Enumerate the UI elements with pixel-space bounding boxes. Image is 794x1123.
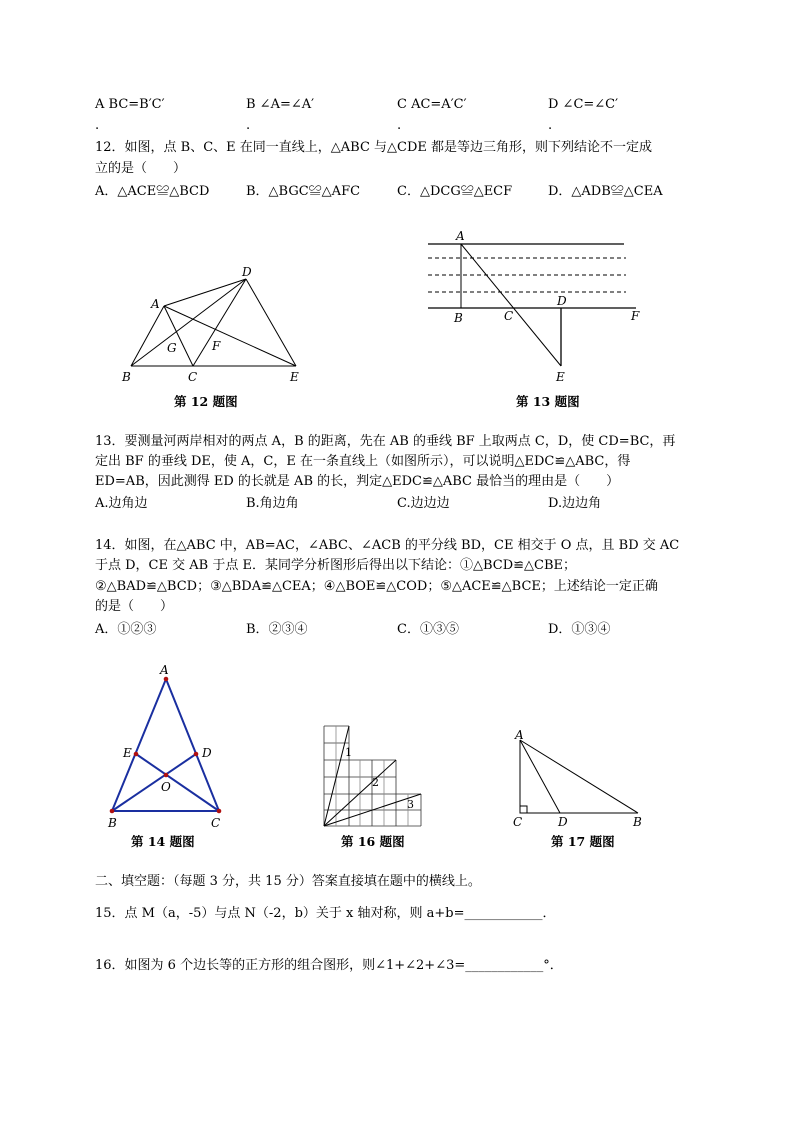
q11-option-d: D ∠C=∠C′ <box>548 97 619 112</box>
q16-text: 16．如图为 6 个边长等的正方形的组合图形，则∠1+∠2+∠3=____________°． <box>95 958 563 973</box>
q15-text: 15．点 M（a，-5）与点 N（-2，b）关于 x 轴对称，则 a+b=____________． <box>95 906 556 921</box>
fig13-label-c: C <box>504 309 514 323</box>
fig12-label-g: G <box>167 341 177 355</box>
q12-option-d: D．△ADB≌△CEA <box>548 184 663 199</box>
fig14-label-d: D <box>202 746 212 760</box>
q14-option-d: D．①③④ <box>548 622 611 637</box>
fig17-right-angle-mark <box>520 806 527 813</box>
fig14-label-a: A <box>160 663 169 677</box>
fig17-line-ad <box>520 740 560 813</box>
q12-stem-line2: 立的是（ ） <box>95 161 187 176</box>
fig13-caption: 第 13 题图 <box>516 394 580 409</box>
fig14-label-o: O <box>161 780 171 794</box>
fig14-label-c: C <box>211 816 221 830</box>
q14-option-b: B．②③④ <box>246 622 308 637</box>
q12-option-c: C．△DCG≌△ECF <box>397 184 513 199</box>
fig13-label-f: F <box>631 309 640 323</box>
q12-option-a: A．△ACE≌△BCD <box>95 184 210 199</box>
q13-line1: 13．要测量河两岸相对的两点 A，B 的距离，先在 AB 的垂线 BF 上取两点 C，D，使 CD=BC，再 <box>95 434 676 449</box>
q13-option-d: D.边边角 <box>548 496 602 511</box>
fig12-label-f: F <box>212 339 221 353</box>
fig17-label-b: B <box>633 815 642 829</box>
fig13-label-b: B <box>454 311 463 325</box>
fig12-label-d: D <box>242 265 252 279</box>
q14-line1: 14．如图，在△ABC 中，AB=AC，∠ABC、∠ACB 的平分线 BD，CE 相交于 O 点，且 BD 交 AC <box>95 538 680 553</box>
q13-line2: 定出 BF 的垂线 DE，使 A，C，E 在一条直线上（如图所示），可以说明△EDC≌△ABC，得 <box>95 454 631 469</box>
fig13-label-e: E <box>556 370 565 384</box>
q13-option-a: A.边角边 <box>95 496 148 511</box>
q13-option-b: B.角边角 <box>246 496 299 511</box>
fig12-label-b: B <box>122 370 131 384</box>
fig12-label-e: E <box>290 370 299 384</box>
fig17-line-ab <box>520 740 638 813</box>
q12-option-b: B．△BGC≌△AFC <box>246 184 361 199</box>
fig13-label-d: D <box>557 294 567 308</box>
q14-line3: ②△BAD≌△BCD；③△BDA≌△CEA；④△BOE≌△COD；⑤△ACE≌△BCE；上述结论一定正确 <box>95 579 658 594</box>
q11-option-b: B ∠A=∠A′ <box>246 97 315 112</box>
fig17-caption: 第 17 题图 <box>551 834 615 849</box>
fig16-caption: 第 16 题图 <box>341 834 405 849</box>
fig13-label-a: A <box>456 229 465 243</box>
q14-line2: 于点 D，CE 交 AB 于点 E．某同学分析图形后得出以下结论：①△BCD≌△CBE； <box>95 558 576 573</box>
fig14-label-e: E <box>123 746 132 760</box>
q11-option-a: A BC=B′C′ <box>95 97 165 112</box>
fig16-label-2: 2 <box>372 776 379 789</box>
q14-option-c: C．①③⑤ <box>397 622 459 637</box>
q13-option-c: C.边边边 <box>397 496 450 511</box>
fig17-label-a: A <box>515 728 524 742</box>
q11-dot-a: . <box>95 118 100 133</box>
fig14-label-b: B <box>108 816 117 830</box>
fig14-caption: 第 14 题图 <box>131 834 195 849</box>
fig12-label-c: C <box>188 370 198 384</box>
q12-stem-line1: 12．如图，点 B、C、E 在同一直线上，△ABC 与△CDE 都是等边三角形，则下列结论不一定成 <box>95 140 653 155</box>
fig12-caption: 第 12 题图 <box>174 394 238 409</box>
fig16-label-1: 1 <box>345 746 352 759</box>
q14-line4: 的是（ ） <box>95 599 174 614</box>
fig17-label-c: C <box>513 815 523 829</box>
q11-dot-d: . <box>548 118 553 133</box>
q13-line3: ED=AB，因此测得 ED 的长就是 AB 的长，判定△EDC≌△ABC 最恰当的理由是（ ） <box>95 474 620 489</box>
fig12-label-a: A <box>151 297 160 311</box>
q11-option-c: C AC=A′C′ <box>397 97 467 112</box>
fig16-label-3: 3 <box>407 798 414 811</box>
q14-option-a: A．①②③ <box>95 622 157 637</box>
q11-dot-c: . <box>397 118 402 133</box>
q11-dot-b: . <box>246 118 251 133</box>
fig17-label-d: D <box>558 815 568 829</box>
section2-heading: 二、填空题：（每题 3 分，共 15 分）答案直接填在题中的横线上。 <box>95 874 481 889</box>
